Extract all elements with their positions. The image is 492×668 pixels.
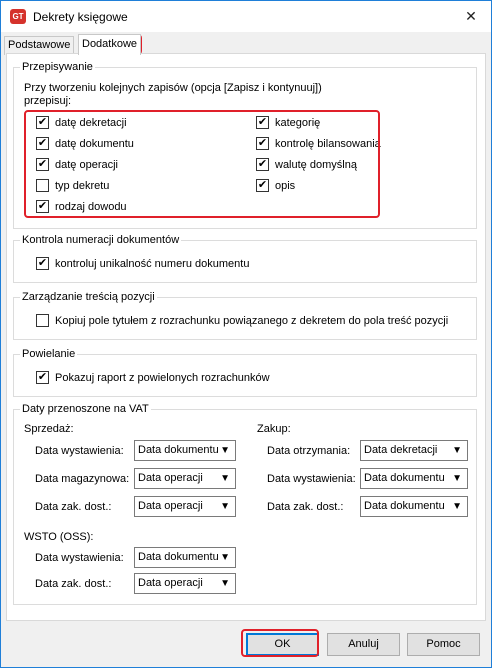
tab-dodatkowe[interactable]: Dodatkowe <box>78 34 141 55</box>
ok-button[interactable]: OK <box>246 633 319 656</box>
sprzedaz-data-magazynowa-select[interactable] <box>134 468 236 489</box>
chevron-down-icon: ▼ <box>220 445 230 456</box>
select-value: Data dokumentu <box>364 472 445 484</box>
wsto-data-wystawienia-select[interactable] <box>134 547 236 568</box>
select-value: Data dokumentu <box>138 551 219 563</box>
checkbox-label: opis <box>275 180 296 192</box>
tab-content <box>6 53 486 621</box>
zakup-data-wystawienia-label: Data wystawienia: <box>267 473 356 485</box>
group-powielanie-title: Powielanie <box>22 348 76 360</box>
sprzedaz-data-wystawienia-label: Data wystawienia: <box>35 445 124 457</box>
wsto-data-zak-dost-label: Data zak. dost.: <box>35 578 112 590</box>
help-button[interactable]: Pomoc <box>407 633 480 656</box>
przepisywanie-description-line1: Przy tworzeniu kolejnych zapisów (opcja [Zapisz i kontynuuj]) <box>24 82 322 94</box>
checkbox-box[interactable] <box>36 179 49 192</box>
checkbox-label: Kopiuj pole tytułem z rozrachunku powiązanego z dekretem do pola treść pozycji <box>55 315 449 327</box>
checkbox-box[interactable]: ✔ <box>257 179 268 191</box>
checkbox-box[interactable]: ✔ <box>37 257 48 269</box>
checkbox-label: typ dekretu <box>55 180 110 192</box>
checkbox-box[interactable] <box>36 314 49 327</box>
checkbox-label: kontrolę bilansowania <box>275 138 381 150</box>
checkbox-label: datę dokumentu <box>55 138 134 150</box>
group-przepisywanie-title: Przepisywanie <box>22 61 93 73</box>
sprzedaz-data-zak-dost-select[interactable] <box>134 496 236 517</box>
zakup-data-zak-dost-label: Data zak. dost.: <box>267 501 344 513</box>
select-value: Data operacji <box>138 500 203 512</box>
zakup-data-wystawienia-select[interactable] <box>360 468 468 489</box>
checkbox-label: kontroluj unikalność numeru dokumentu <box>55 258 250 270</box>
zakup-data-otrzymania-select[interactable] <box>360 440 468 461</box>
chevron-down-icon: ▼ <box>452 473 462 484</box>
sprzedaz-data-magazynowa-label: Data magazynowa: <box>35 473 130 485</box>
title-bar <box>1 1 491 32</box>
group-daty-vat-title: Daty przenoszone na VAT <box>22 403 149 415</box>
group-zarzadzanie-title: Zarządzanie treścią pozycji <box>22 291 155 303</box>
chevron-down-icon: ▼ <box>220 501 230 512</box>
tab-strip <box>1 34 491 54</box>
sprzedaz-label: Sprzedaż: <box>24 423 74 435</box>
wsto-data-wystawienia-label: Data wystawienia: <box>35 552 124 564</box>
chevron-down-icon: ▼ <box>220 552 230 563</box>
group-kontrola-title: Kontrola numeracji dokumentów <box>22 234 180 246</box>
zakup-data-zak-dost-select[interactable] <box>360 496 468 517</box>
chevron-down-icon: ▼ <box>452 501 462 512</box>
chevron-down-icon: ▼ <box>220 473 230 484</box>
select-value: Data operacji <box>138 472 203 484</box>
checkbox-box[interactable]: ✔ <box>257 158 268 170</box>
checkbox-box[interactable]: ✔ <box>37 137 48 149</box>
cancel-button[interactable]: Anuluj <box>327 633 400 656</box>
select-value: Data dokumentu <box>138 444 219 456</box>
sprzedaz-data-zak-dost-label: Data zak. dost.: <box>35 501 112 513</box>
checkbox-label: walutę domyślną <box>275 159 357 171</box>
checkbox-label: Pokazuj raport z powielonych rozrachunków <box>55 372 270 384</box>
window-title: Dekrety księgowe <box>33 10 128 24</box>
select-value: Data operacji <box>138 577 203 589</box>
chevron-down-icon: ▼ <box>220 578 230 589</box>
zakup-data-otrzymania-label: Data otrzymania: <box>267 445 351 457</box>
checkbox-box[interactable]: ✔ <box>257 137 268 149</box>
select-value: Data dokumentu <box>364 500 445 512</box>
tab-podstawowe[interactable]: Podstawowe <box>4 36 74 55</box>
checkbox-box[interactable]: ✔ <box>37 371 48 383</box>
wsto-data-zak-dost-select[interactable] <box>134 573 236 594</box>
chevron-down-icon: ▼ <box>452 445 462 456</box>
sprzedaz-data-wystawienia-select[interactable] <box>134 440 236 461</box>
checkbox-label: datę dekretacji <box>55 117 127 129</box>
checkbox-box[interactable]: ✔ <box>37 116 48 128</box>
przepisywanie-description-line2: przepisuj: <box>24 95 72 107</box>
zakup-label: Zakup: <box>257 423 291 435</box>
checkbox-box[interactable]: ✔ <box>37 158 48 170</box>
checkbox-label: datę operacji <box>55 159 118 171</box>
close-button[interactable]: ✕ <box>465 8 477 24</box>
select-value: Data dekretacji <box>364 444 438 456</box>
checkbox-box[interactable]: ✔ <box>37 200 48 212</box>
checkbox-box[interactable]: ✔ <box>257 116 268 128</box>
checkbox-label: kategorię <box>275 117 321 129</box>
wsto-label: WSTO (OSS): <box>24 531 94 543</box>
checkbox-label: rodzaj dowodu <box>55 201 127 213</box>
app-logo-icon: GT <box>10 9 26 24</box>
